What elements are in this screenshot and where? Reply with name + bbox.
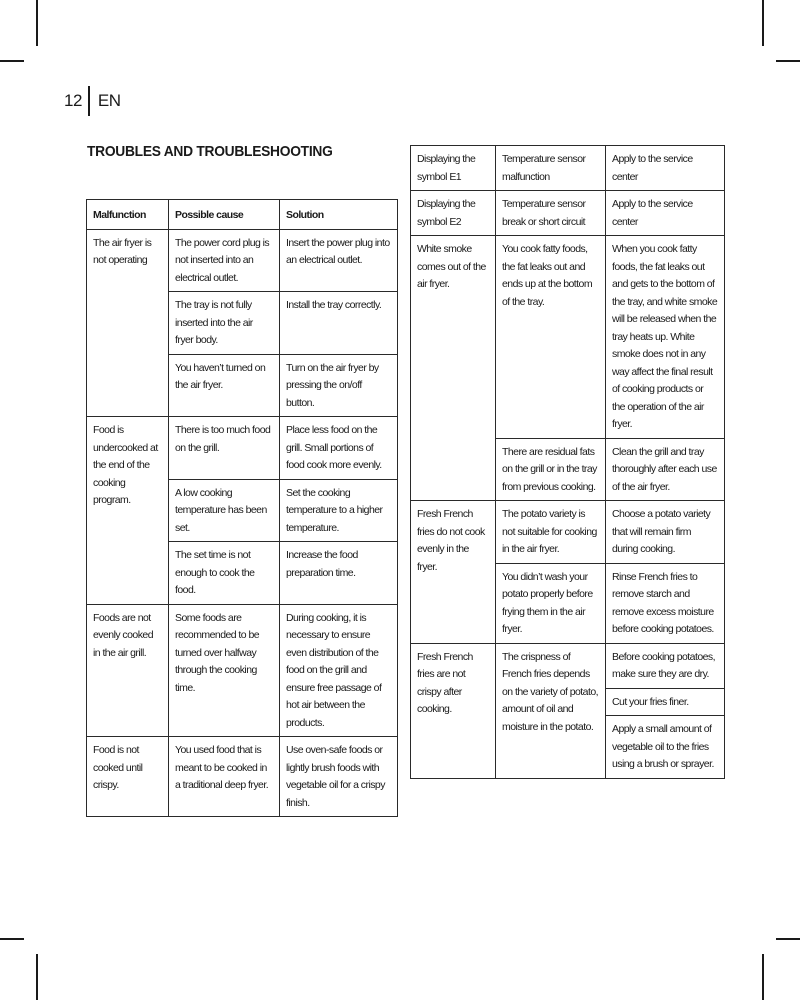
crop-mark-top-left-vertical — [36, 0, 38, 46]
page-title: TROUBLES AND TROUBLESHOOTING — [87, 143, 333, 160]
cause-cell: You didn’t wash your potato properly before frying them in the air fryer. — [496, 563, 606, 643]
crop-mark-top-right-horizontal — [776, 60, 800, 62]
page-header — [64, 86, 121, 116]
cause-cell: You cook fatty foods, the fat leaks out and ends up at the bottom of the tray. — [496, 236, 606, 439]
table-row — [411, 236, 725, 439]
header-divider — [88, 86, 90, 116]
cause-cell: The potato variety is not suitable for cooking in the air fryer. — [496, 501, 606, 564]
table-row — [87, 417, 398, 480]
malfunction-cell: Fresh French fries are not crispy after cooking. — [411, 643, 496, 778]
solution-cell: Insert the power plug into an electrical outlet. — [280, 229, 398, 292]
cause-cell: Some foods are recommended to be turned over halfway through the cooking time. — [169, 604, 280, 737]
table-row — [87, 737, 398, 817]
crop-mark-top-right-vertical — [762, 0, 764, 46]
solution-cell: Apply a small amount of vegetable oil to the fries using a brush or sprayer. — [606, 716, 725, 779]
solution-cell: Before cooking potatoes, make sure they are dry. — [606, 643, 725, 688]
solution-cell: Apply to the service center — [606, 191, 725, 236]
table-row — [411, 146, 725, 191]
cause-cell: The crispness of French fries depends on the variety of potato, amount of oil and moisture in the potato. — [496, 643, 606, 778]
solution-cell: Choose a potato variety that will remain firm during cooking. — [606, 501, 725, 564]
cause-cell: Temperature sensor break or short circuit — [496, 191, 606, 236]
crop-mark-bottom-right-vertical — [762, 954, 764, 1000]
page-number: 12 — [64, 91, 82, 110]
malfunction-cell: White smoke comes out of the air fryer. — [411, 236, 496, 501]
solution-cell: When you cook fatty foods, the fat leaks out and gets to the bottom of the tray, and white smoke will be released when the tray heats up. White smoke does not in any way affect the final result of cooking products or the operation of the air fryer. — [606, 236, 725, 439]
malfunction-cell: Food is undercooked at the end of the cooking program. — [87, 417, 169, 605]
cause-cell: There are residual fats on the grill or in the tray from previous cooking. — [496, 438, 606, 501]
malfunction-cell: The air fryer is not operating — [87, 229, 169, 417]
cause-cell: A low cooking temperature has been set. — [169, 479, 280, 542]
header-solution: Solution — [280, 200, 398, 230]
solution-cell: Turn on the air fryer by pressing the on/off button. — [280, 354, 398, 417]
solution-cell: During cooking, it is necessary to ensure even distribution of the food on the grill and ensure free passage of hot air between the products. — [280, 604, 398, 737]
header-possible-cause: Possible cause — [169, 200, 280, 230]
cause-cell: You haven’t turned on the air fryer. — [169, 354, 280, 417]
malfunction-cell: Food is not cooked until crispy. — [87, 737, 169, 817]
table-row — [411, 191, 725, 236]
solution-cell: Rinse French fries to remove starch and remove excess moisture before cooking potatoes. — [606, 563, 725, 643]
solution-cell: Cut your fries finer. — [606, 688, 725, 716]
solution-cell: Increase the food preparation time. — [280, 542, 398, 605]
cause-cell: There is too much food on the grill. — [169, 417, 280, 480]
troubleshooting-table-right — [410, 145, 725, 779]
crop-mark-bottom-left-vertical — [36, 954, 38, 1000]
crop-mark-bottom-right-horizontal — [776, 938, 800, 940]
solution-cell: Set the cooking temperature to a higher temperature. — [280, 479, 398, 542]
cause-cell: The tray is not fully inserted into the air fryer body. — [169, 292, 280, 355]
header-malfunction: Malfunction — [87, 200, 169, 230]
cause-cell: Temperature sensor malfunction — [496, 146, 606, 191]
malfunction-cell: Foods are not evenly cooked in the air grill. — [87, 604, 169, 737]
language-code: EN — [97, 91, 121, 110]
table-row — [87, 229, 398, 292]
table-row — [87, 604, 398, 737]
troubleshooting-table-left — [86, 199, 398, 817]
malfunction-cell: Displaying the symbol E2 — [411, 191, 496, 236]
table-row — [411, 643, 725, 688]
crop-mark-top-left-horizontal — [0, 60, 24, 62]
solution-cell: Clean the grill and tray thoroughly after each use of the air fryer. — [606, 438, 725, 501]
solution-cell: Use oven-safe foods or lightly brush foods with vegetable oil for a crispy finish. — [280, 737, 398, 817]
cause-cell: The set time is not enough to cook the food. — [169, 542, 280, 605]
solution-cell: Install the tray correctly. — [280, 292, 398, 355]
malfunction-cell: Fresh French fries do not cook evenly in the fryer. — [411, 501, 496, 644]
cause-cell: The power cord plug is not inserted into an electrical outlet. — [169, 229, 280, 292]
table-row — [411, 501, 725, 564]
table-header-row — [87, 200, 398, 230]
crop-mark-bottom-left-horizontal — [0, 938, 24, 940]
solution-cell: Place less food on the grill. Small portions of food cook more evenly. — [280, 417, 398, 480]
cause-cell: You used food that is meant to be cooked in a traditional deep fryer. — [169, 737, 280, 817]
malfunction-cell: Displaying the symbol E1 — [411, 146, 496, 191]
solution-cell: Apply to the service center — [606, 146, 725, 191]
